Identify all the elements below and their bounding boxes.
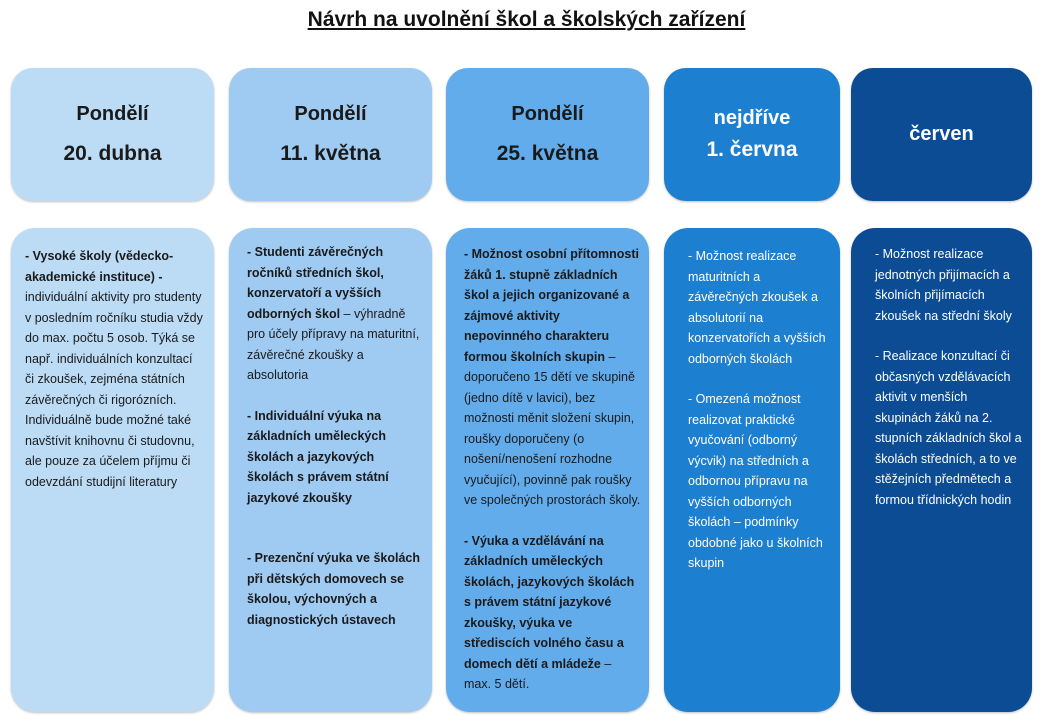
- column-header-date: 11. května: [280, 142, 381, 165]
- column-header-25-may: [446, 68, 649, 201]
- bullet-item: [247, 406, 422, 509]
- column-header-june: [851, 68, 1032, 201]
- page-title: Návrh na uvolnění škol a školských zařízení: [307, 8, 746, 31]
- column-header-day: Pondělí: [511, 103, 584, 125]
- bullet-text: - Realizace konzultací či občasných vzdělávacích aktivit v menších skupinách žáků na 2. stupních základních škol a školách středních, a to ve stěžejních předmětech a formou třídnických hodin: [875, 349, 1022, 507]
- column-body-20-april: [11, 228, 214, 712]
- bullet-item: [247, 548, 422, 630]
- bullet-item: [688, 246, 832, 369]
- bullet-item: [25, 246, 204, 492]
- column-header-day: nejdříve: [713, 107, 791, 129]
- bullet-bold-text: - Prezenční výuka ve školách při dětských domovech se školou, výchovných a diagnostických ústavech: [247, 551, 421, 627]
- column-body-25-may: [446, 228, 649, 712]
- bullet-text: - Možnost realizace maturitních a závěrečných zkoušek a absolutorií na konzervatořích a vyšších odborných školách: [688, 249, 826, 366]
- column-header-date: 20. dubna: [63, 142, 162, 165]
- column-header-day: Pondělí: [76, 103, 149, 125]
- bullet-item: [464, 531, 641, 695]
- bullet-text: individuální aktivity pro studenty v posledním ročníku studia vždy do max. počtu 5 osob. Týká se např. individuálních konzultací či zkoušek, zejména státních závěrečných či rigorózních. Individuálně bude možné také navštívit knihovnu či studovnu, ale pouze za účelem příjmu či odevzdání studijní literatury: [25, 290, 203, 489]
- column-header-month: červen: [909, 123, 974, 145]
- column-header-date: 25. května: [496, 142, 599, 165]
- bullet-item: [875, 346, 1024, 510]
- bullet-text: - Možnost realizace jednotných přijímacích a školních přijímacích zkoušek na střední školy: [875, 247, 1012, 323]
- bullet-item: [688, 389, 832, 574]
- bullet-text: – max. 5 dětí.: [464, 656, 612, 691]
- bullet-text: – výhradně pro účely přípravy na maturitní, závěrečné zkoušky a absolutoria: [247, 306, 420, 382]
- column-header-1-june: [664, 68, 840, 201]
- bullet-bold-text: - Výuka a vzdělávání na základních uměleckých školách, jazykových školách s právem státní jazykové zkoušky, výuka ve střediscích volného času a domech dětí a mládeže: [464, 533, 635, 671]
- bullet-item: [464, 244, 641, 511]
- column-header-date: 1. června: [706, 138, 798, 161]
- bullet-text: – doporučeno 15 dětí ve skupině (jedno dítě v lavici), bez možnosti měnit složení skupin, roušky doporučeny (o nošení/nenošení rozhodne vyučující), povinně pak roušky ve společných prostorách školy.: [464, 349, 641, 507]
- column-body-11-may: [229, 228, 432, 712]
- column-header-11-may: [229, 68, 432, 201]
- bullet-item: [247, 242, 422, 386]
- bullet-text: - Omezená možnost realizovat praktické vyučování (odborný výcvik) na středních a odbornou přípravu na vyšších odborných školách – podmínky obdobné jako u školních skupin: [688, 392, 823, 570]
- column-body-1-june: [664, 228, 840, 712]
- bullet-bold-text: - Vysoké školy (vědecko-akademické instituce) -: [25, 249, 174, 284]
- bullet-bold-text: - Možnost osobní přítomnosti žáků 1. stupně základních škol a jejich organizované a zájmové aktivity nepovinného charakteru formou školních skupin: [464, 247, 639, 364]
- column-header-day: Pondělí: [294, 103, 367, 125]
- bullet-bold-text: - Individuální výuka na základních uměleckých školách a jazykových školách s právem státní jazykové zkoušky: [247, 408, 389, 505]
- column-body-june: [851, 228, 1032, 712]
- bullet-item: [875, 244, 1024, 326]
- column-header-20-april: [11, 68, 214, 201]
- bullet-bold-text: - Studenti závěrečných ročníků středních škol, konzervatoří a vyšších odborných škol: [247, 245, 384, 321]
